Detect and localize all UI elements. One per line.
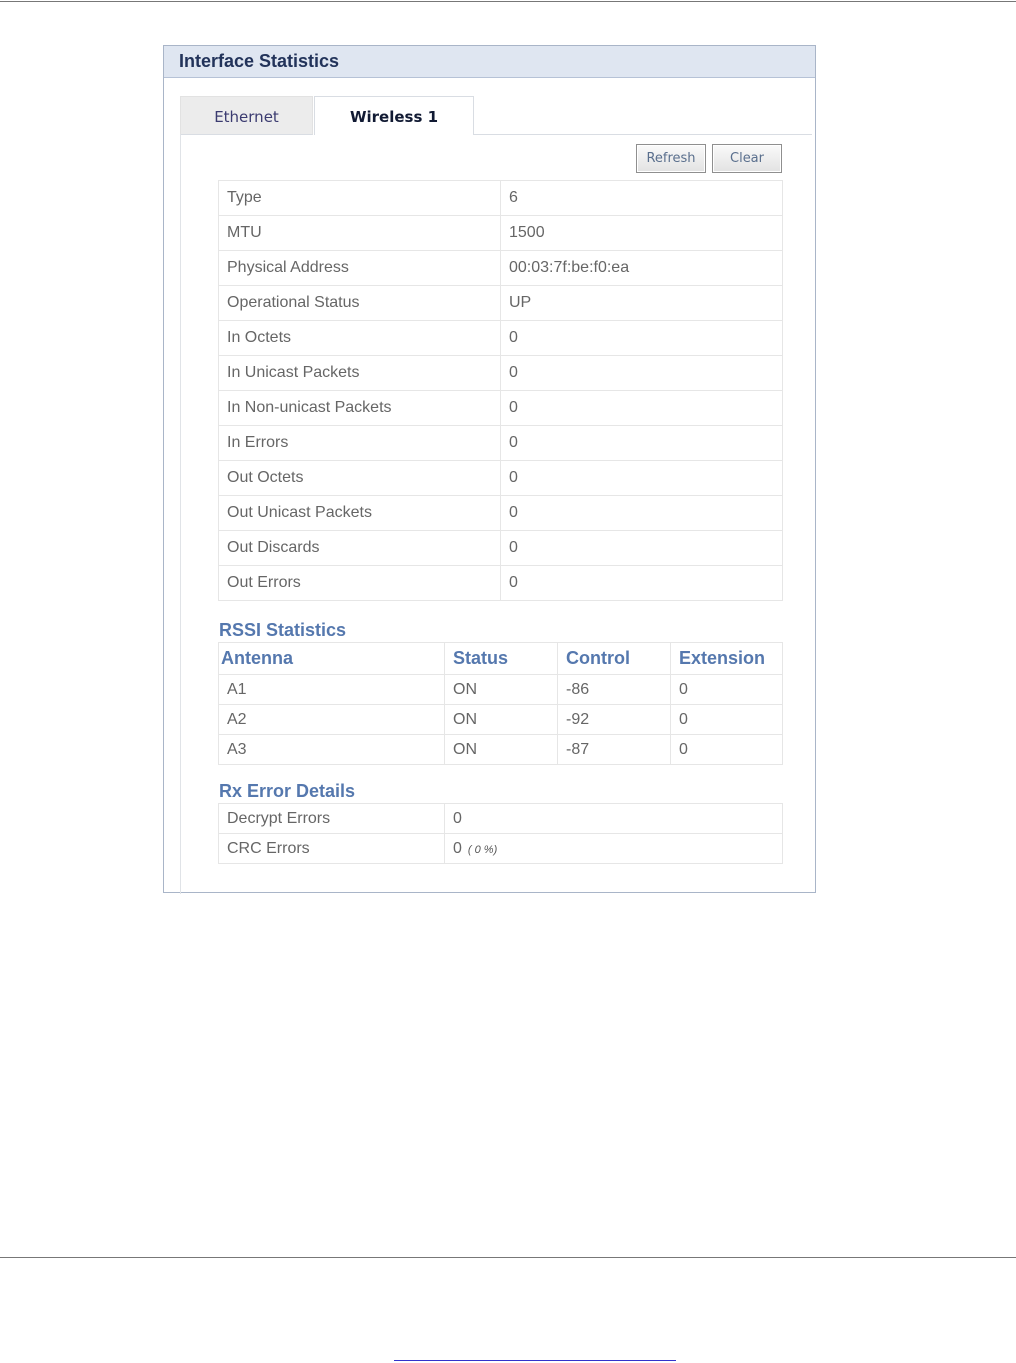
control-cell: -87 (558, 735, 671, 765)
rx-error-table (218, 803, 783, 864)
table-row (219, 675, 783, 705)
rssi-table (218, 642, 783, 765)
stat-label: MTU (219, 216, 501, 251)
refresh-button[interactable]: Refresh (636, 144, 706, 173)
rx-error-label: Decrypt Errors (219, 804, 445, 834)
stat-value: 0 (501, 566, 783, 601)
stat-label: In Unicast Packets (219, 356, 501, 391)
table-row (219, 496, 783, 531)
stat-value: 0 (501, 321, 783, 356)
antenna-cell: A3 (219, 735, 445, 765)
crc-error-percent: ( 0 %) (467, 843, 498, 856)
interface-statistics-panel (163, 45, 816, 893)
rssi-section-title: RSSI Statistics (219, 620, 347, 640)
table-row (219, 286, 783, 321)
stat-label: Out Discards (219, 531, 501, 566)
stat-value: UP (501, 286, 783, 321)
stat-label: In Octets (219, 321, 501, 356)
panel-title: Interface Statistics (164, 46, 815, 78)
column-header-status: Status (445, 643, 558, 675)
stat-label: Physical Address (219, 251, 501, 286)
status-cell: ON (445, 705, 558, 735)
stat-label: Out Errors (219, 566, 501, 601)
table-header-row (219, 643, 783, 675)
extension-cell: 0 (671, 675, 783, 705)
stat-value: 6 (501, 181, 783, 216)
rx-error-value-cell (445, 804, 783, 834)
table-row (219, 321, 783, 356)
table-row (219, 426, 783, 461)
table-row (219, 461, 783, 496)
table-row (219, 391, 783, 426)
footer-divider (0, 1257, 1016, 1258)
control-cell: -86 (558, 675, 671, 705)
stat-label: Operational Status (219, 286, 501, 321)
clear-button[interactable]: Clear (712, 144, 782, 173)
extension-cell: 0 (671, 735, 783, 765)
antenna-cell: A1 (219, 675, 445, 705)
table-row (219, 356, 783, 391)
stat-label: Type (219, 181, 501, 216)
table-row (219, 531, 783, 566)
stat-value: 0 (501, 426, 783, 461)
stat-value: 00:03:7f:be:f0:ea (501, 251, 783, 286)
table-row (219, 705, 783, 735)
status-cell: ON (445, 735, 558, 765)
tab-ethernet[interactable]: Ethernet (180, 96, 313, 135)
stat-value: 0 (501, 531, 783, 566)
antenna-cell: A2 (219, 705, 445, 735)
table-row (219, 181, 783, 216)
stat-value: 0 (501, 391, 783, 426)
extension-cell: 0 (671, 705, 783, 735)
tab-bar (180, 96, 812, 135)
stat-label: In Errors (219, 426, 501, 461)
stat-label: In Non-unicast Packets (219, 391, 501, 426)
table-row (219, 251, 783, 286)
rx-error-label: CRC Errors (219, 834, 445, 864)
rx-error-value: 0 (453, 839, 462, 857)
top-divider (0, 1, 1016, 2)
rx-error-value-cell (445, 834, 783, 864)
interface-stats-table (218, 180, 783, 601)
control-cell: -92 (558, 705, 671, 735)
column-header-extension: Extension (671, 643, 783, 675)
stat-value: 1500 (501, 216, 783, 251)
tab-wireless-1[interactable]: Wireless 1 (314, 96, 474, 135)
table-row (219, 566, 783, 601)
stat-value: 0 (501, 356, 783, 391)
stat-label: Out Octets (219, 461, 501, 496)
footer-link-underline[interactable] (394, 1360, 676, 1361)
rx-error-value: 0 (453, 809, 462, 827)
table-row (219, 216, 783, 251)
stat-value: 0 (501, 496, 783, 531)
table-row (219, 804, 783, 834)
rx-error-section-title: Rx Error Details (219, 781, 356, 801)
column-header-control: Control (558, 643, 671, 675)
status-cell: ON (445, 675, 558, 705)
stat-value: 0 (501, 461, 783, 496)
table-row (219, 735, 783, 765)
table-row (219, 834, 783, 864)
column-header-antenna: Antenna (219, 643, 445, 675)
stat-label: Out Unicast Packets (219, 496, 501, 531)
